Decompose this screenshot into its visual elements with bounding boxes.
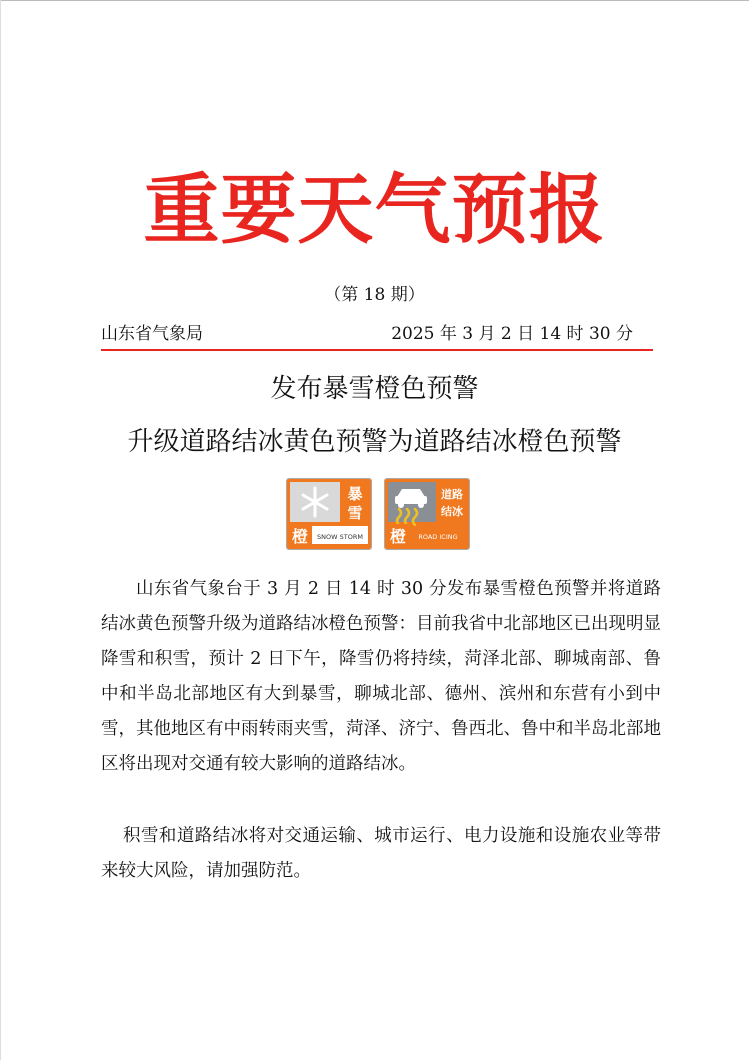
snowstorm-char-top: 暴 [347,485,363,503]
ice-char-top: 道路 [441,488,463,501]
road-icing-orange-warning-icon [384,478,470,550]
warning-icons [286,478,476,550]
ice-char-bottom: 结冰 [441,505,463,518]
issuing-office: 山东省气象局 [101,324,203,344]
dateline [101,321,653,347]
snowstorm-orange-warning-icon [286,478,372,550]
red-divider [101,349,653,351]
snowstorm-level-char: 橙 [291,527,309,546]
snowstorm-caption: SNOW STORM [317,533,363,541]
masthead-title: 重要天气预报 [143,165,606,254]
ice-level-char: 橙 [389,527,407,546]
headline-snowstorm: 发布暴雪橙色预警 [270,374,479,404]
headline-road-icing: 升级道路结冰黄色预警为道路结冰橙色预警 [127,427,622,457]
snowstorm-char-bottom: 雪 [347,504,363,522]
body-paragraph-2: 积雪和道路结冰将对交通运输、城市运行、电力设施和设施农业等带来较大风险，请加强防范。 [101,826,661,881]
issue-datetime: 2025 年 3 月 2 日 14 时 30 分 [391,324,633,344]
ice-caption: ROAD ICING [418,533,458,541]
page-border-left [0,0,1,1060]
page-border [0,0,749,1]
issue-number: （第 18 期） [324,285,425,305]
body-paragraph-1: 山东省气象台于 3 月 2 日 14 时 30 分发布暴雪橙色预警并将道路结冰黄色预警升级为道路结冰橙色预警：目前我省中北部地区已出现明显降雪和积雪，预计 2 日下午，降雪仍将持续，菏泽北部、聊城南部、鲁中和半岛北部地区有大到暴雪，聊城北部、德州、滨州和东营有小到中雪，其他地区有中雨转雨夹雪，菏泽、济宁、鲁西北、鲁中和半岛北部地区将出现对交通有较大影响的道路结冰。 [101,579,661,774]
